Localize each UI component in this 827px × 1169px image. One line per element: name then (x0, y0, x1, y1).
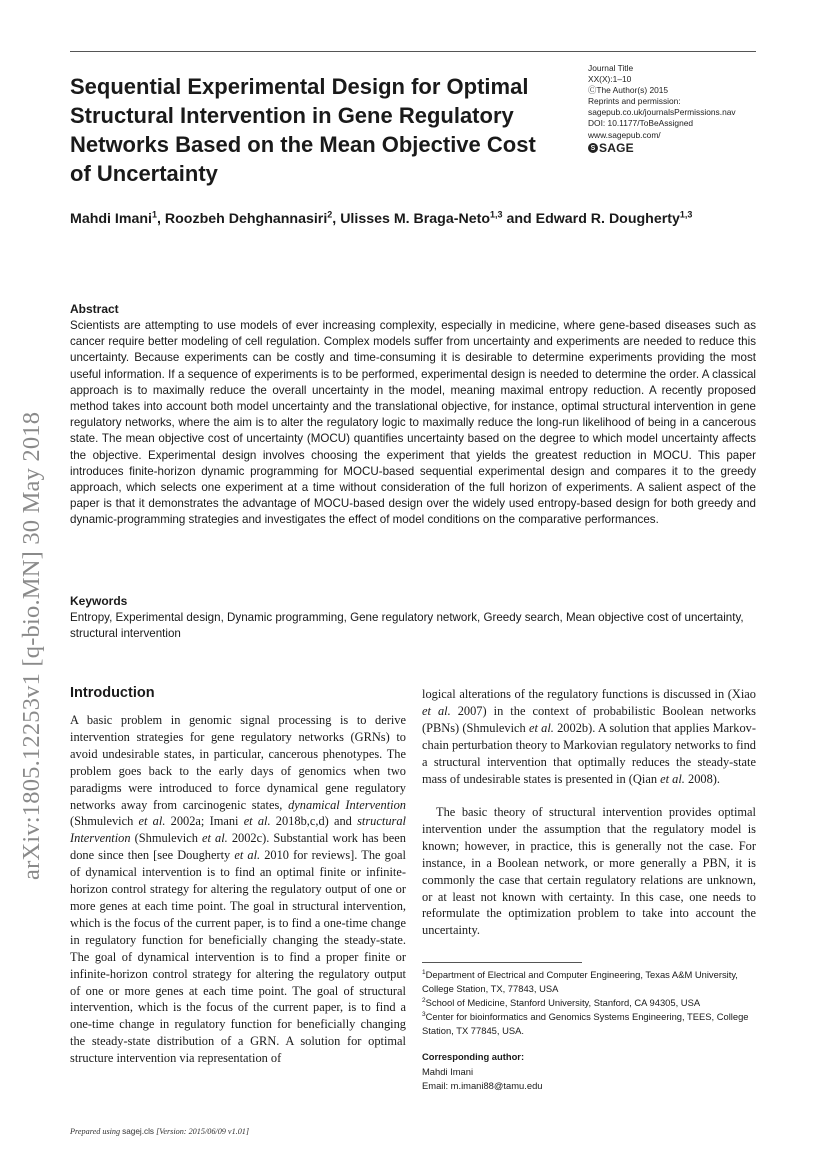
text-run: et al. (660, 771, 685, 786)
arxiv-stamp: arXiv:1805.12253v1 [q-bio.MN] 30 May 2018 (18, 411, 45, 880)
affiliation-text: School of Medicine, Stanford University, Stanford, CA 94305, USA (425, 997, 701, 1008)
text-run: et al. (422, 703, 451, 718)
sage-logo-icon: S (588, 143, 598, 153)
footer-prefix: Prepared using (70, 1127, 123, 1136)
paper-title: Sequential Experimental Design for Optimal Structural Intervention in Gene Regulatory Networks Based on the Mean Objective Cost of Uncertainty (70, 74, 536, 186)
journal-permissions-link[interactable]: sagepub.co.uk/journalsPermissions.nav (588, 107, 736, 118)
journal-volume: XX(X):1–10 (588, 74, 632, 85)
text-run: et al. (243, 814, 271, 829)
text-run: (Shmulevich (130, 831, 203, 846)
introduction-heading: Introduction (70, 685, 155, 701)
abstract-heading: Abstract (70, 302, 119, 316)
author-name: Mahdi Imani (70, 211, 152, 227)
text-run: 2008). (684, 771, 721, 786)
affiliation-item (422, 968, 762, 996)
text-run: 2007) in the context of probabilistic Boolean networks (PBNs) (Shmulevich (422, 703, 756, 735)
intro-right-column-para-2: The basic theory of structural intervention provides optimal intervention under the assumption that the regulatory model is known; however, in practice, this is generally not the case. For instance, in a Boolean network, or more generally a PBN, it is commonly the case that certain regulatory relations are unknown, or at least not known with certainty. In this case, one needs to reformulate the optimization problem to take into account the uncertainty. (422, 805, 756, 938)
corresponding-author-email[interactable]: Email: m.imani88@tamu.edu (422, 1079, 543, 1091)
affiliation-rule (422, 962, 582, 963)
top-rule (70, 51, 756, 52)
text-run: A basic problem in genomic signal processing is to derive intervention strategies for gene regulatory networks (GRNs) to avoid undesirable states, in particular, cancerous phenotypes. The problem goes back to the early days of genomics when two paradigms were introduced to force dynamical gene regulatory networks away from carcinogenic states, (70, 713, 406, 812)
journal-website-link[interactable]: www.sagepub.com/ (588, 129, 661, 140)
corresponding-author (422, 1065, 543, 1092)
text-run: (Shmulevich (70, 814, 139, 829)
sage-logo (588, 140, 788, 155)
keywords-text: Entropy, Experimental design, Dynamic programming, Gene regulatory network, Greedy search, Mean objective cost of uncertainty, structural intervention (70, 611, 744, 641)
keywords-heading: Keywords (70, 594, 128, 608)
intro-left-column (70, 712, 406, 1067)
corresponding-author-heading: Corresponding author: (422, 1051, 525, 1062)
text-run: 2010 for reviews]. The goal of dynamical intervention is to find an optimal finite or infinite-horizon control strategy for altering the regulatory output of one or more genes at each time point. The goal in structural intervention, which is the focus of the current paper, is to find a one-time change in regulatory function for beneficially changing the steady-state. The goal of dynamical intervention is to find a proper finite or infinite-horizon control strategy for altering the regulatory output of one or more genes at each time point. The goal of structural intervention, which is the focus of the current paper, is to find a one-time change in regulatory function for beneficially changing the steady-state distribution of a GRN. A solution for optimal structure intervention via representation of (70, 848, 406, 1066)
affiliation-item (422, 1010, 762, 1038)
affiliation-marker: 2 (422, 996, 426, 1004)
text-run: 2002a; Imani (165, 814, 244, 829)
affiliations (422, 968, 762, 1038)
author-separator: , (157, 211, 165, 227)
text-run: 2002c). Substantial work has been done since then [see Dougherty (70, 831, 407, 863)
author-affiliation-marker: 1 (151, 209, 157, 220)
text-run: et al. (138, 814, 166, 829)
text-run: structural Intervention (70, 814, 406, 846)
text-run: et al. (528, 720, 554, 735)
affiliation-marker: 1 (422, 968, 426, 976)
corresponding-author-name: Mahdi Imani (422, 1066, 474, 1077)
journal-copyright: ⒸThe Author(s) 2015 (588, 85, 669, 96)
journal-title: Journal Title (588, 63, 634, 73)
sage-logo-text: SAGE (599, 140, 634, 155)
author-name: Edward R. Dougherty (535, 211, 680, 227)
author-name: Ulisses M. Braga-Neto (340, 211, 490, 227)
journal-info (588, 63, 788, 154)
affiliation-text: Center for bioinformatics and Genomics Systems Engineering, TEES, College Station, TX 77845, USA. (422, 1011, 749, 1036)
author-name: Roozbeh Dehghannasiri (164, 211, 328, 227)
footer-cls: sagej.cls (122, 1127, 155, 1136)
author-separator: and (502, 211, 536, 227)
text-run: 2002b). A solution that applies Markov-chain perturbation theory to Markovian regulatory networks to find a structural intervention that optimally reduces the steady-state mass of undesirable states is presented in (Qian (422, 720, 756, 786)
text-run: dynamical Intervention (288, 797, 406, 812)
text-run: et al. (234, 848, 261, 863)
text-run: 2018b,c,d) and (270, 814, 358, 829)
affiliation-item (422, 996, 762, 1010)
author-affiliation-marker: 2 (327, 209, 333, 220)
author-separator: , (332, 211, 341, 227)
footer-suffix: [Version: 2015/06/09 v1.01] (154, 1127, 250, 1136)
text-run: logical alterations of the regulatory functions is discussed in (Xiao (422, 687, 756, 701)
author-affiliation-marker: 1,3 (490, 209, 503, 220)
journal-doi: DOI: 10.1177/ToBeAssigned (588, 118, 694, 129)
text-run: et al. (202, 831, 228, 846)
intro-right-column-para-1 (422, 686, 756, 787)
affiliation-text: Department of Electrical and Computer Engineering, Texas A&M University, College Station, TX, 77843, USA (422, 969, 738, 994)
affiliation-marker: 3 (422, 1010, 426, 1018)
journal-reprints: Reprints and permission: (588, 96, 681, 107)
author-affiliation-marker: 1,3 (679, 209, 693, 220)
page-footer (70, 1127, 249, 1136)
author-list (70, 209, 710, 229)
abstract-text: Scientists are attempting to use models of ever increasing complexity, especially in medicine, where gene-based diseases such as cancer require better modeling of cell regulation. Complex models suffer from uncertainty and experiments are needed to reduce this uncertainty. Because experiments can be costly and time-consuming it is desirable to determine experiments providing the most useful information. If a sequence of experiments is to be performed, experimental design is needed to determine the order. A classical approach is to maximally reduce the overall uncertainty in the model, meaning maximal entropy reduction. A recently proposed method takes into account both model uncertainty and the translational objective, for instance, optimal structural intervention in gene regulatory networks, where the aim is to alter the regulatory logic to maximally reduce the long-run likelihood of being in a cancerous state. The mean objective cost of uncertainty (MOCU) quantifies uncertainty based on the degree to which model uncertainty affects the objective. Experimental design involves choosing the experiment that yields the greatest reduction in MOCU. This paper introduces finite-horizon dynamic programming for MOCU-based sequential experimental design and compares it to the greedy approach, which selects one experiment at a time without consideration of the full horizon of experiments. A salient aspect of the paper is that it demonstrates the advantage of MOCU-based design over the widely used entropy-based design for both greedy and dynamic-programming strategies and investigates the effect of model conditions on the comparative performances. (70, 319, 756, 527)
